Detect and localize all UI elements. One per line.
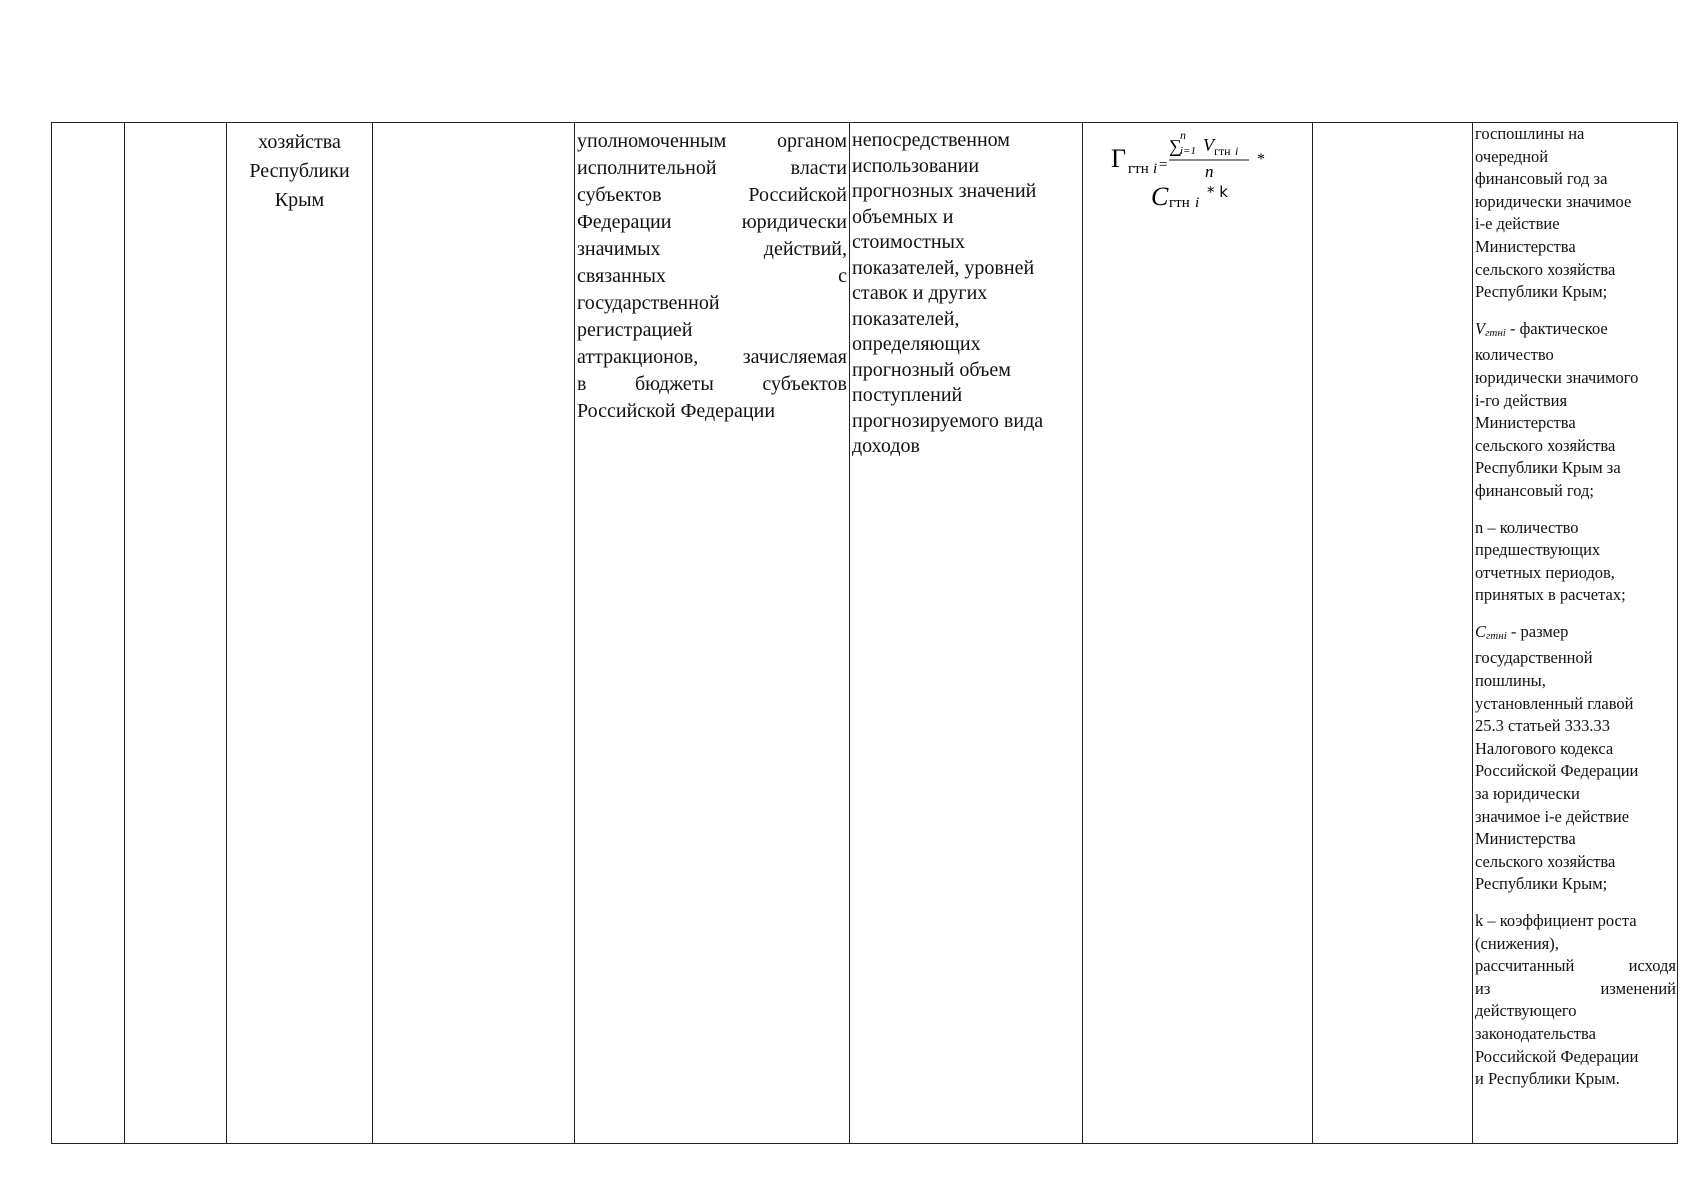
method-line: определяющих <box>852 333 981 355</box>
legend-line: 25.3 статьей 333.33 <box>1475 716 1611 736</box>
method-line: объемных и <box>852 205 954 228</box>
legend-line: финансовый год; <box>1475 480 1595 500</box>
legend-line: Министерства <box>1475 413 1576 433</box>
legend-line: из изменений <box>1475 978 1676 998</box>
formula-cell <box>1083 123 1313 1144</box>
legend-symbol-v: V <box>1475 318 1486 338</box>
legend-line: установленный главой <box>1475 693 1634 713</box>
desc-line: в бюджеты субъектов <box>577 373 847 395</box>
formula-equals: = <box>1159 157 1168 173</box>
formula-c-index: i <box>1195 195 1200 209</box>
legend-line: очередной <box>1475 146 1549 166</box>
legend-line: финансовый год за <box>1475 169 1608 189</box>
legend-line: k – коэффициент роста <box>1475 911 1637 930</box>
legend-line: сельского хозяйства <box>1475 435 1616 455</box>
org-line: Крым <box>274 189 325 211</box>
desc-line: связанных с <box>577 265 847 287</box>
method-line: прогнозируемого вида <box>852 409 1044 432</box>
revenue-forecast-table <box>51 122 1678 1144</box>
formula-lhs-subscript: гтн <box>1128 161 1149 177</box>
legend-line: Республики Крым; <box>1475 282 1608 302</box>
method-line: прогнозный объем <box>852 358 1011 381</box>
legend-line: отчетных периодов, <box>1475 562 1615 582</box>
legend-line: предшествующих <box>1475 540 1601 560</box>
legend-line: Налогового кодекса <box>1475 738 1614 758</box>
desc-line: исполнительной власти <box>577 157 847 179</box>
formula-sum-lower: i=1 <box>1180 145 1196 157</box>
legend-line: Российской Федерации <box>1475 761 1639 781</box>
desc-line: субъектов Российской <box>577 184 847 206</box>
formula-lhs-index: i <box>1153 161 1158 177</box>
legend-line: рассчитанный исходя <box>1475 956 1676 976</box>
legend-line: госпошлины на <box>1475 124 1585 143</box>
legend-line: государственной <box>1475 648 1593 668</box>
legend-line: значимое i-е действие <box>1475 806 1630 826</box>
legend-symbol-subscript: гтнi <box>1485 326 1506 339</box>
legend-line: юридически значимое <box>1475 191 1632 211</box>
legend-paragraph <box>1475 318 1676 503</box>
legend-line: Республики Крым; <box>1475 874 1608 894</box>
legend-line: i-го действия <box>1475 390 1568 410</box>
desc-line: государственной <box>577 292 720 314</box>
org-line: хозяйства <box>258 131 341 153</box>
legend-line <box>1475 318 1676 345</box>
legend-line: i-е действие <box>1475 214 1560 234</box>
legend-line: принятых в расчетах; <box>1475 585 1626 605</box>
legend-line <box>1475 621 1676 648</box>
formula-c-subscript: гтн <box>1169 195 1190 209</box>
legend-line: (снижения), <box>1475 933 1559 953</box>
desc-line: регистрацией <box>577 319 693 341</box>
cell-col4 <box>373 123 575 1144</box>
org-line: Республики <box>249 160 350 182</box>
legend-line: Республики Крым за <box>1475 458 1621 478</box>
legend-paragraph <box>1475 621 1676 896</box>
formula-multiply-k: * k <box>1207 183 1228 201</box>
legend-line: Российской Федерации <box>1475 1046 1639 1066</box>
legend-line: сельского хозяйства <box>1475 259 1616 279</box>
method-line: стоимостных <box>852 231 965 253</box>
legend-line: сельского хозяйства <box>1475 851 1616 871</box>
legend-paragraph <box>1475 123 1676 304</box>
formula-sum-sign: ∑ <box>1169 136 1182 156</box>
forecast-method-cell <box>850 123 1083 1144</box>
formula-numerator-subscript: гтн <box>1214 144 1231 158</box>
formula-lhs: Г <box>1111 144 1127 173</box>
legend-cell <box>1473 123 1678 1144</box>
legend-line: действующего <box>1475 1001 1577 1021</box>
desc-line: Федерации юридически <box>577 211 847 233</box>
legend-symbol-c: C <box>1475 621 1487 641</box>
formula-sum-upper: n <box>1180 129 1186 142</box>
desc-line: аттракционов, зачисляемая <box>577 346 847 368</box>
method-line: ставок и других <box>852 282 988 304</box>
legend-line: пошлины, <box>1475 671 1546 691</box>
legend-text: - размер <box>1506 621 1569 641</box>
legend-line: за юридически <box>1475 784 1580 804</box>
desc-line: значимых действий, <box>577 238 847 260</box>
method-line: поступлений <box>852 384 963 406</box>
formula-numerator-var: V <box>1203 135 1214 155</box>
legend-paragraph <box>1475 910 1676 1091</box>
formula-denominator: n <box>1205 162 1214 181</box>
legend-text: - фактическое <box>1505 318 1608 338</box>
method-line: непосредственном <box>852 129 1010 151</box>
revenue-description-cell <box>575 123 850 1144</box>
legend-line: законодательства <box>1475 1023 1596 1043</box>
cell-col8 <box>1313 123 1473 1144</box>
cell-col1 <box>52 123 125 1144</box>
method-line: использовании <box>852 154 980 177</box>
legend-symbol-subscript: гтнi <box>1486 629 1507 642</box>
method-line: доходов <box>852 435 920 457</box>
method-line: показателей, уровней <box>852 256 1035 279</box>
method-line: показателей, <box>852 307 960 330</box>
legend-line: Министерства <box>1475 236 1576 256</box>
legend-paragraph <box>1475 517 1676 607</box>
legend-line: юридически значимого <box>1475 367 1639 387</box>
cell-col2 <box>125 123 227 1144</box>
administrator-cell <box>227 123 373 1144</box>
table-row <box>52 123 1678 1144</box>
desc-line: уполномоченным органом <box>577 130 847 152</box>
legend-line: и Республики Крым. <box>1475 1069 1620 1089</box>
formula-c-var: C <box>1151 182 1169 209</box>
formula-multiply-1: * <box>1257 151 1265 168</box>
forecast-formula <box>1109 129 1309 209</box>
legend-line: n – количество <box>1475 517 1579 537</box>
formula-numerator-index: i <box>1235 144 1239 158</box>
legend-line: количество <box>1475 345 1554 365</box>
legend-line: Министерства <box>1475 829 1576 849</box>
method-line: прогнозных значений <box>852 180 1037 202</box>
desc-line: Российской Федерации <box>577 400 776 422</box>
